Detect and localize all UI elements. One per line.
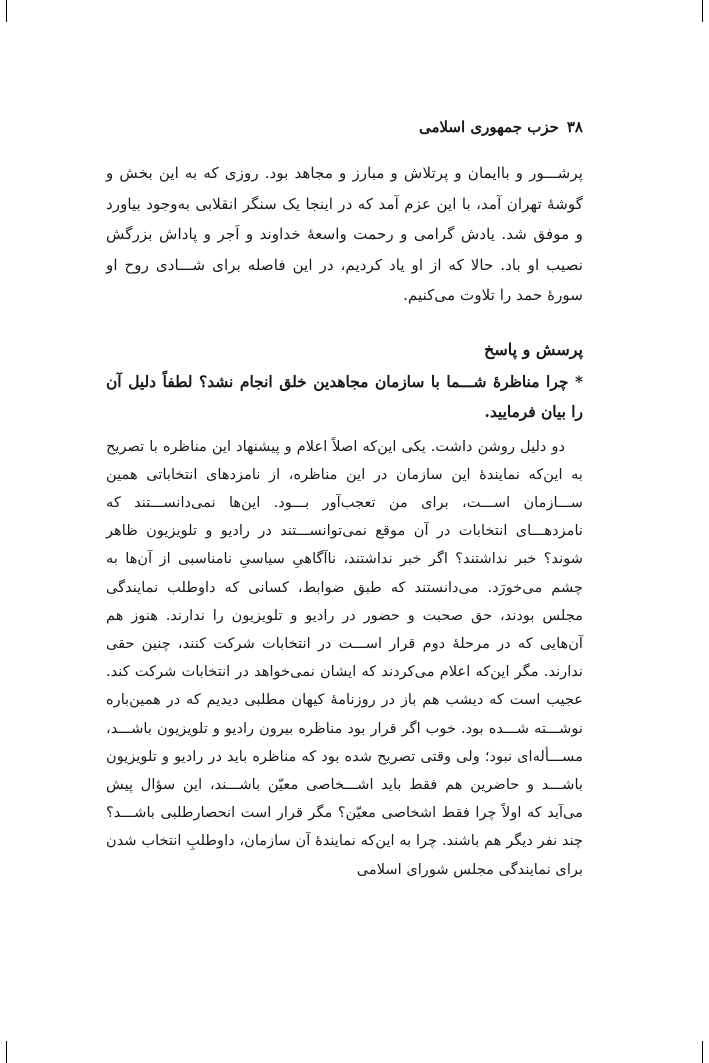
page-number: ۳۸ (566, 118, 583, 136)
crop-mark-top-left (6, 0, 7, 22)
section-title: پرسش و پاسخ (483, 339, 583, 359)
running-title: حزب جمهوری اسلامی (418, 118, 559, 136)
question-text: * چرا مناظرهٔ شـــما با سازمان مجاهدین خلق انجام نشد؟ لطفاً دلیل آن را بیان فرمایید. (106, 372, 583, 421)
answer-text: دو دلیل روشن داشت. یکی این‌که اصلاً اعلام و پیشنهاد این مناظره با تصریح به این‌که نمایندهٔ این سازمان در این مناظره، از نامزدهای انتخاباتی همین ســـازمان اســـت، برای من تعجب‌آور بـــود. این‌ها نمی‌دانســـتند که نامزدهـــای انتخابات در آن موقع نمی‌توانســـتند در رادیو و تلویزیون ظاهر شوند؟ خبر نداشتند؟ اگر خبر نداشتند، ناآگاهیِ سیاسیِ نامناسبی از آن‌ها به چشم می‌خورَد. می‌دانستند که طبق ضوابط، کسانی که داوطلب نمایندگی مجلس بودند، حق صحبت و حضور در رادیو و تلویزیون را ندارند. هنوز هم آن‌هایی که در مرحلهٔ دوم قرار اســـت در انتخابات شرکت کنند، چنین حقی ندارند. مگر این‌که اعلام می‌کردند که ایشان نمی‌خواهد در انتخابات شرکت کند. عجیب است که دیشب هم باز در روزنامهٔ کیهان مطلبی دیدیم که در همین‌باره نوشـــته شـــده بود. خوب اگر قرار بود مناظره بیرون رادیو و تلویزیون باشـــد، مســـأله‌ای نبود؛ ولی وقتی تصریح شده بود که مناظره باید در رادیو و تلویزیون باشـــد و حاضرین هم فقط باید اشـــخاصی معیّن باشـــند، این سؤال پیش می‌آید که اولاً چرا فقط اشخاصی معیّن؟ مگر قرار است انحصارطلبی باشـــد؟ چند نفر دیگر هم باشند. چرا به این‌که نمایندهٔ آن سازمان، داوطلبِ انتخاب شدن برای نمایندگی مجلس شورای اسلامی (106, 437, 583, 878)
intro-paragraph: پرشـــور و باایمان و پرتلاش و مبارز و مجاهد بود. روزی که به این بخش و گوشهٔ تهران آمد، با این عزم آمد که در اینجا یک سنگر انقلابی به‌وجود بیاورد و موفق شد. یادش گرامی و رحمت واسعهٔ خداوند و اَجر و پاداش بزرگش نصیب او باد. حالا که از او یاد کردیم، در این فاصله برای شـــادی روح او سورهٔ حمد را تلاوت می‌کنیم. (106, 164, 583, 304)
crop-mark-top-right (702, 0, 703, 22)
page-header (106, 116, 583, 138)
crop-mark-bottom-left (6, 1041, 7, 1063)
crop-mark-bottom-right (702, 1041, 703, 1063)
book-page (106, 116, 583, 884)
